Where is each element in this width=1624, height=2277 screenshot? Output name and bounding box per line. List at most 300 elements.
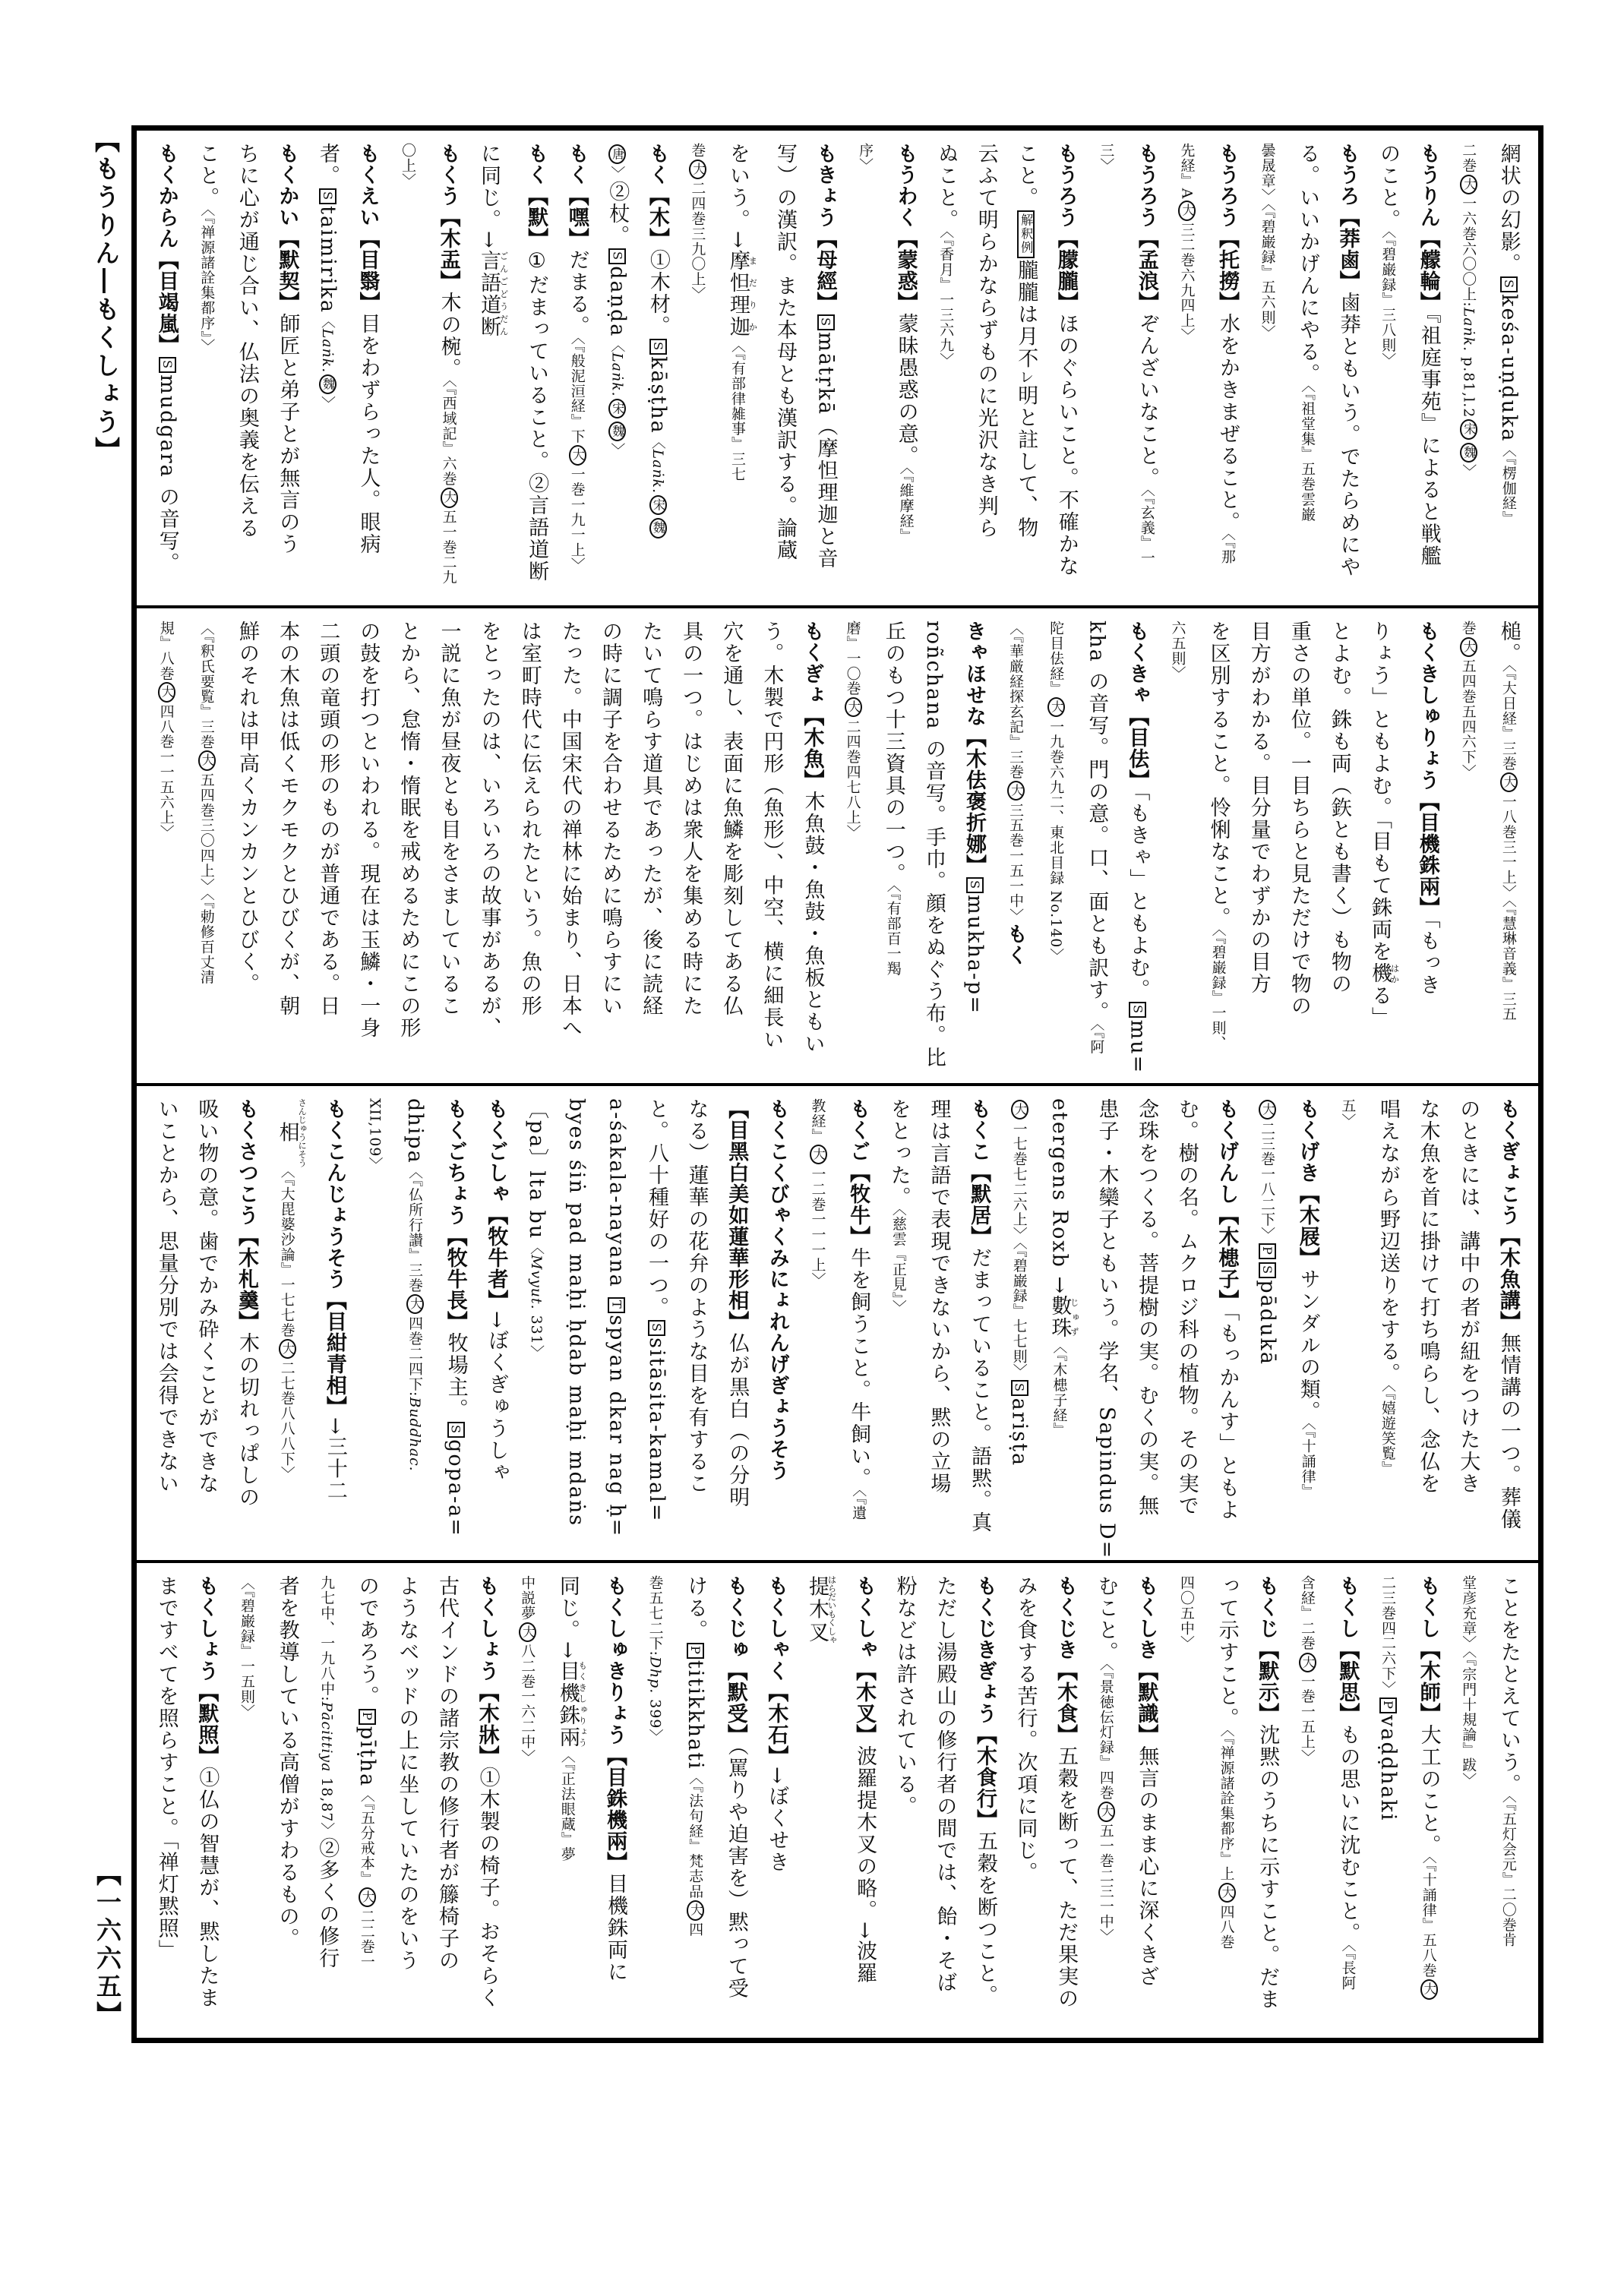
entry-text: 〈『長阿 — [1339, 1944, 1357, 1991]
text-column — [194, 1098, 220, 1495]
entry-text: 〈『大毘婆沙論』一七七巻 — [278, 1163, 295, 1337]
entry-headword: もうわく【蒙惑】 — [894, 143, 918, 313]
text-column — [772, 143, 798, 561]
entry-headword: もく【木】 — [646, 143, 669, 249]
text-column — [394, 1575, 420, 1972]
entry-text: vaḍḍhaki — [1376, 1715, 1401, 1822]
circled-source-mark: 大 — [406, 1294, 424, 1314]
entry-text: のときには、講中の者が紐をつけた大き — [1456, 1097, 1480, 1495]
boxed-language-mark: P — [359, 1709, 376, 1725]
entry-text: 含経』二巻 — [1298, 1575, 1316, 1651]
entry-text: をとった。 — [886, 1097, 911, 1208]
circled-source-mark: 大 — [1299, 1653, 1316, 1672]
text-column — [804, 1575, 836, 1644]
text-column — [1093, 1575, 1119, 1944]
entry-headword: もくう【木盂】 — [437, 143, 460, 292]
entry-text: ②多くの修行 — [315, 1837, 340, 1970]
entry-text: 五四巻五四六下〉 — [1459, 658, 1477, 780]
entry-text: 〈『十誦律』五八巻 — [1420, 1856, 1437, 1979]
entry-text: 目をわずらった人。眼病 — [356, 313, 381, 555]
entry-text: →三十二 — [323, 1416, 347, 1502]
text-column — [886, 1098, 912, 1315]
entry-text: レ — [1017, 369, 1035, 385]
entry-text: （罵りや迫害を）黙って受 — [724, 1745, 748, 2000]
entry-text: って示すこと。 — [1215, 1575, 1239, 1730]
entry-text: 四八巻 — [1218, 1904, 1235, 1950]
entry-text: ②杖。 — [605, 181, 630, 248]
entry-text: 五穀を断つこと。 — [973, 1830, 997, 2007]
text-column — [234, 143, 260, 539]
entry-text: ほのぐらいこと。不確かな — [1054, 313, 1079, 577]
text-column — [1456, 1575, 1482, 1788]
entry-text: 目方がわかる。目分量でわずかの目方 — [1246, 620, 1271, 995]
text-column — [1214, 1098, 1240, 1521]
entry-text: 中説夢 — [519, 1575, 536, 1621]
circled-source-mark: 大 — [1178, 201, 1196, 220]
entry-text: 波羅提木叉の略。→波羅 — [853, 1745, 877, 1985]
entry-text: taimirika — [315, 206, 340, 314]
entry-headword: もくしゅきりょう【目銖機兩】 — [603, 1575, 627, 1874]
entry-text: 牛を飼うこと。牛飼い。 — [847, 1246, 871, 1489]
circled-source-mark: 魏 — [608, 422, 626, 441]
entry-text: p.81,l.2 — [1460, 352, 1477, 418]
entry-text: 鮮のそれは甲高くカンカンとひびく。 — [235, 620, 259, 995]
entry-text: りょう」ともよむ。「目もて銖両を — [1368, 620, 1392, 963]
entry-text: ただし湯殿山の修行者の間では、飴・そば — [933, 1575, 957, 1994]
entry-text: 四八巻一一五六上〉 — [157, 703, 175, 840]
entry-headword: もくし【默思】 — [1336, 1575, 1360, 1725]
text-column — [1013, 1575, 1038, 1884]
entry-headword: もくぎょ【木魚】 — [801, 620, 824, 791]
entry-text: 〈『五灯会元』二〇巻肯 — [1499, 1795, 1517, 1948]
entry-text: mudgara — [155, 374, 179, 478]
entry-text: なる）蓮華の花弁のような目を有するこ — [684, 1097, 709, 1495]
text-column — [355, 143, 381, 555]
entry-text: 木の切れっぱしの — [235, 1331, 260, 1508]
text-column — [234, 621, 260, 995]
entry-headword: もくきゃ【目佉】 — [1126, 620, 1149, 791]
text-column — [602, 1575, 628, 1983]
text-column — [1335, 143, 1361, 578]
text-column — [812, 143, 839, 570]
text-column — [1053, 143, 1079, 577]
entry-text: まですべてを照らすこと。「禅灯黙照」 — [154, 1575, 179, 1962]
entry-text: →ぼくせき — [765, 1767, 789, 1874]
entry-text: 網状の幻影。 — [1496, 143, 1521, 275]
entry-text: 18,87〉 — [318, 1772, 336, 1838]
entry-text: たいて鳴らす道具であったが、後に読経 — [639, 620, 663, 1017]
entry-text: 者。 — [315, 143, 340, 187]
entry-text: 大工のこと。 — [1417, 1724, 1441, 1857]
entry-text: 相さんじゅうにそう — [275, 1097, 308, 1167]
entry-text: 二七巻八八八下〉 — [278, 1360, 295, 1481]
circled-source-mark: 大 — [1259, 1100, 1276, 1120]
entry-text: 〈『禅源諸詮集都序』上 — [1218, 1729, 1235, 1882]
entry-headword: もうろう【朦朧】 — [1054, 143, 1078, 313]
entry-text: 無情講の一つ。葬儀 — [1496, 1331, 1521, 1530]
entry-headword: もく【嘿】 — [565, 143, 589, 249]
text-column — [274, 1098, 307, 1482]
text-column — [274, 621, 300, 1017]
text-column — [643, 1098, 669, 1523]
boxed-language-mark: S — [966, 877, 984, 893]
text-column — [1415, 1098, 1441, 1495]
entry-text: 堂彦充章〉〈『宗門十規論』跋〉 — [1460, 1575, 1477, 1788]
entry-text: roñchana の音写。手巾。顔をぬぐう布。比 — [921, 620, 946, 1069]
entry-text: 〈『嬉遊笑覧』 — [1379, 1384, 1396, 1476]
entry-text: mu= — [1126, 1019, 1150, 1074]
entry-text: 〈『仏所行讃』三巻 — [406, 1164, 424, 1293]
circled-source-mark: 大 — [687, 1900, 704, 1920]
entry-text: pīṭha — [355, 1726, 379, 1788]
entry-text: 「もきゃ」ともよむ。 — [1126, 790, 1150, 1001]
entry-headword: もくぎょこう【木魚講】 — [1496, 1097, 1520, 1332]
entry-headword: もうろう【孟浪】 — [1135, 143, 1158, 313]
circled-source-mark: 大 — [689, 159, 706, 179]
text-column — [1047, 1098, 1079, 1438]
entry-text: と。八十種好の一つ。 — [644, 1097, 668, 1319]
text-column — [233, 1098, 260, 1508]
entry-text: 五一巻二三一中〉 — [1097, 1823, 1114, 1944]
text-column — [1375, 143, 1401, 368]
entry-text: いことから、思量分別では会得できない — [154, 1097, 179, 1495]
entry-text: 〈『玄義』一 — [1138, 489, 1155, 566]
entry-text: に同じ。→ — [477, 143, 501, 250]
entry-headword: もく — [1004, 923, 1028, 966]
entry-text: 〈『五分戒本』 — [358, 1787, 375, 1887]
entry-headword: 【目黑白美如蓮華形相】 — [725, 1097, 749, 1332]
text-column — [685, 143, 711, 302]
entry-headword: もくじ【默示】 — [1256, 1575, 1279, 1725]
entry-headword: もくじきぎょう【木食行】 — [973, 1575, 997, 1831]
text-column — [476, 621, 502, 1039]
text-column — [759, 621, 785, 1051]
text-column — [1002, 621, 1028, 966]
boxed-language-mark: S — [447, 1422, 465, 1438]
entry-headword: もくきしゅりょう【目機銖兩】 — [1416, 620, 1439, 918]
boxed-language-mark: S — [648, 1320, 665, 1336]
circled-source-mark: 大 — [158, 682, 175, 702]
text-column — [1495, 1098, 1521, 1530]
entry-text: の鼓を打つといわれる。現在は玉鱗・一身 — [356, 620, 381, 1039]
text-column — [362, 1098, 388, 1172]
entry-text: 二二巻一 — [358, 1909, 375, 1970]
text-column — [474, 1575, 501, 2009]
entry-text: ①木材。 — [646, 249, 670, 337]
text-column — [1133, 1098, 1159, 1517]
entry-text: もの思いに沈むこと。 — [1336, 1724, 1360, 1945]
page-frame — [131, 125, 1543, 2043]
text-column — [435, 143, 462, 585]
entry-headword: もくからん【目竭嵐】 — [155, 143, 179, 355]
text-column — [880, 621, 906, 976]
entry-text: とよむ。銖も両（鉃とも書く）も物の — [1327, 620, 1351, 995]
entry-text: ①だまっていること。②言語道断 — [525, 249, 549, 583]
entry-text: 八二巻一六二中〉 — [519, 1644, 536, 1765]
entry-text: 先経』A — [1178, 143, 1196, 200]
entry-text: のであろう。 — [355, 1575, 379, 1708]
entry-headword: もくしょう【默照】 — [195, 1575, 219, 1767]
entry-text: 〈『法句経』梵志品 — [687, 1770, 704, 1900]
entry-text: 巻五七二下: — [646, 1575, 664, 1657]
text-column — [1415, 1575, 1442, 2001]
entry-text: 三五巻一五一中〉 — [1007, 802, 1025, 924]
entry-text: 具の一つ。はじめは衆人を集める時にた — [679, 620, 703, 1017]
text-column — [514, 1575, 540, 1764]
entry-text: 摩怛理迦まだりか — [725, 249, 759, 338]
boxed-language-mark: S — [1011, 1380, 1028, 1396]
entry-text: 四巻二四下: — [406, 1315, 424, 1397]
circled-source-mark: 大 — [441, 488, 458, 507]
text-column — [1496, 143, 1521, 526]
entry-text: 同じ。→ — [555, 1575, 580, 1660]
text-column — [840, 621, 866, 840]
entry-text: 〈『禅源諸詮集都序』〉 — [198, 209, 216, 354]
entry-text: a-śakala-nayana — [605, 1097, 629, 1296]
entry-text: 〈 — [318, 313, 336, 329]
text-column — [1254, 1098, 1280, 1366]
entry-text: の時に調子を合わせるために鳴らすにい — [598, 620, 622, 1017]
boxed-language-mark: P — [1379, 1697, 1397, 1713]
entry-text: 唱えながら野辺送りをする。 — [1376, 1097, 1400, 1385]
text-column — [194, 621, 220, 984]
entry-headword: もくごちょう【牧牛長】 — [444, 1097, 467, 1332]
entry-headword: もくごしゃ【牧牛者】 — [485, 1097, 508, 1311]
text-column — [314, 143, 340, 411]
text-column — [314, 1575, 340, 1969]
entry-text: 331〉 — [528, 1309, 545, 1360]
entry-text: 五四巻三〇四上〉〈『勅修百丈清 — [197, 772, 215, 985]
boxed-language-mark: S — [1129, 1002, 1146, 1018]
text-column — [805, 1098, 831, 1287]
entry-text: 一六巻六〇〇上: — [1460, 196, 1477, 308]
circled-source-mark: 大 — [1098, 1802, 1115, 1821]
circled-source-mark: 大 — [279, 1339, 296, 1359]
text-column — [644, 143, 671, 540]
boxed-language-mark: S — [817, 314, 835, 330]
entry-text: とから、怠惰・惰眠を戒めるためにこの形 — [397, 620, 421, 1039]
entry-text: 六五則〉 — [1169, 620, 1186, 681]
boxed-language-mark: T — [608, 1297, 625, 1313]
entry-text: だまっていること。語黙。真 — [968, 1246, 992, 1533]
entry-text: 四〇五中〉 — [1177, 1575, 1195, 1651]
circled-source-mark: 大 — [810, 1145, 827, 1164]
entry-text: 粉などは許されている。 — [893, 1575, 917, 1818]
text-column — [1496, 621, 1521, 1022]
text-column — [523, 1098, 549, 1360]
entry-text: Laṅk. — [1460, 307, 1477, 352]
entry-headword: もきょう【母經】 — [814, 143, 837, 313]
text-column — [557, 621, 583, 1039]
entry-text: 本の木魚は低くモクモクとひびくが、朝 — [276, 620, 300, 1017]
text-column — [892, 1575, 918, 1817]
entry-text: mātṛkā — [814, 332, 838, 416]
text-column — [722, 1575, 749, 2000]
text-column — [523, 143, 549, 583]
entry-text: 〔pa〕lta bu — [525, 1097, 549, 1240]
entry-text: 〈『那 — [1218, 533, 1236, 564]
entry-text: 水をかきまぜること。 — [1215, 313, 1240, 533]
entry-text: 磨』一〇巻 — [844, 620, 861, 696]
entry-text: 〉 — [318, 396, 336, 412]
entry-text: 〈『祖堂集』五巻雲巌 — [1299, 385, 1316, 523]
entry-text: ぞんざいなこと。 — [1135, 313, 1159, 489]
text-column — [682, 1575, 708, 1937]
entry-headword: もくさつこう【木札羹】 — [235, 1097, 259, 1332]
text-column — [234, 1575, 260, 1720]
text-column — [1084, 621, 1110, 1054]
boxed-language-mark: S — [1500, 276, 1518, 292]
entry-text: 重さの単位。一目ちらと見ただけで物の — [1287, 620, 1311, 1017]
text-column — [893, 143, 919, 544]
entry-text: ぬこと。 — [934, 143, 959, 231]
entry-text: 〈『般泥洹経』下 — [568, 337, 586, 444]
entry-text: 沈黙のうちに示すこと。だま — [1256, 1724, 1280, 2011]
entry-text: 鹵莽ともいう。でたらめにや — [1336, 292, 1360, 578]
circled-source-mark: 大 — [1007, 781, 1025, 801]
entry-text: 〈 — [649, 434, 666, 450]
entry-text: のこと。 — [1376, 143, 1401, 231]
entry-text: む。樹の名。ムクロジ科の植物。その実で — [1174, 1097, 1199, 1517]
text-column — [1165, 621, 1191, 681]
entry-text: （摩怛理迦と音 — [814, 415, 838, 570]
circled-source-mark: 大 — [1500, 772, 1518, 792]
entry-text: 〈『釈氏要覧』三巻 — [197, 620, 215, 750]
text-column — [1375, 1098, 1401, 1476]
text-column — [1375, 1575, 1401, 1822]
entry-text: むこと。 — [1094, 1575, 1118, 1664]
text-column — [1294, 1575, 1320, 1764]
entry-text: 「もっき — [1416, 917, 1440, 996]
entry-text: 二四巻三九〇上〉 — [689, 181, 706, 302]
text-column — [637, 621, 663, 1017]
entry-text: 五一巻二九 — [440, 509, 457, 586]
entry-text: ことをたとえていう。 — [1496, 1575, 1521, 1796]
entry-text: だまる。 — [565, 249, 589, 337]
text-column — [1414, 621, 1441, 996]
entry-headword: もくこくびゃくみにょれんげぎょうそう — [766, 1097, 789, 1481]
boxed-language-mark: P — [687, 1643, 704, 1659]
text-column — [517, 621, 542, 1017]
entry-text: 無言のまま心に深くきざ — [1135, 1745, 1159, 1988]
entry-text: sitāsita-kamal= — [644, 1337, 668, 1523]
entry-text: 木魚鼓・魚鼓・魚板ともい — [801, 790, 825, 1055]
circled-source-mark: 宋 — [608, 399, 626, 418]
entry-text: 朧朧は月不 — [1014, 259, 1038, 370]
entry-text: 古代インドの諸宗教の修行者が籐椅子の — [435, 1575, 460, 1972]
text-column — [851, 1575, 877, 1985]
entry-text: etergens Roxb → — [1047, 1097, 1072, 1295]
entry-text: 〈『楞伽経』 — [1499, 442, 1517, 526]
text-column — [442, 1098, 469, 1537]
entry-text: を区別すること。怜悧なこと。 — [1206, 620, 1231, 929]
entry-text: Laṅk. — [649, 449, 666, 494]
entry-text: 數珠じゅず — [1047, 1294, 1080, 1339]
entry-text: Laṅk. — [318, 328, 336, 374]
entry-text: こと。 — [1014, 143, 1038, 209]
circled-source-mark: 大 — [359, 1887, 376, 1907]
entry-headword: もくかい【默契】 — [276, 143, 299, 313]
entry-text: 『祖庭事苑』によると戦艦 — [1417, 313, 1441, 567]
entry-text: dhipa — [403, 1097, 428, 1164]
entry-text: 〈 — [528, 1239, 545, 1255]
entry-text: kha の音写。門の意。口、面とも訳す。 — [1085, 620, 1109, 1024]
entry-text: 「もっかんす」ともよ — [1215, 1310, 1240, 1521]
entry-text: 五穀を断って、ただ果実の — [1054, 1745, 1079, 2010]
entry-text: は室町時代に伝えられたという。魚の形 — [517, 620, 542, 1017]
entry-headword: もくしゃ【木叉】 — [853, 1575, 877, 1746]
entry-text: 〈『碧巌録』一五則〉 — [238, 1575, 255, 1720]
entry-text: 規』八巻 — [157, 620, 175, 681]
text-column — [1335, 1098, 1361, 1129]
entry-text: ちに心が通じ合い、仏法の奥義を伝える — [235, 143, 259, 539]
entry-text: 木の椀。 — [437, 292, 461, 380]
text-column — [153, 1098, 179, 1495]
text-column — [1174, 1575, 1199, 1651]
text-column — [1133, 143, 1160, 566]
text-column — [1286, 621, 1312, 1017]
text-column — [402, 1098, 428, 1472]
entry-text: Pācittiya — [318, 1701, 336, 1773]
entry-text: 患子・木欒子ともいう。学名、Sapindus D= — [1095, 1097, 1119, 1559]
text-column — [1455, 1098, 1481, 1495]
entry-text: 巻 — [689, 143, 706, 158]
text-column — [1174, 143, 1200, 343]
circled-source-mark: 大 — [1011, 1100, 1028, 1120]
boxed-language-mark: S — [608, 248, 626, 264]
entry-text: 仏が黒白（の分明 — [725, 1331, 750, 1508]
entry-text: 一巻一五上〉 — [1298, 1673, 1316, 1765]
entry-text: 目機銖兩もくきしゅりょう — [555, 1660, 589, 1748]
text-column — [1205, 621, 1231, 1050]
text-column — [972, 1575, 998, 2007]
entry-text: 一説に魚が昼夜とも目をさましているこ — [437, 620, 461, 1017]
entry-headword: もくこんじょうそう【目紺青相】 — [323, 1097, 346, 1417]
entry-text: 四 — [687, 1922, 704, 1938]
entry-text: 〉 — [608, 166, 626, 182]
text-column — [1246, 621, 1272, 995]
circled-source-mark: 大 — [845, 697, 862, 717]
text-column — [1124, 620, 1151, 1074]
entry-text: 二三巻四二六下〉 — [1379, 1575, 1397, 1697]
text-column — [932, 1575, 958, 1994]
entry-text: 一巻一九一上〉 — [568, 466, 586, 573]
entry-headword: もうりん【艨輪】 — [1417, 143, 1440, 313]
text-column — [764, 1098, 791, 1481]
entry-text: 機はか — [1368, 962, 1401, 985]
entry-headword: もくげき【木屐】 — [1296, 1097, 1319, 1268]
entry-text: 一九巻六九二、東北目録 No.140〉 — [1047, 718, 1065, 963]
entry-text: Mvyut. — [528, 1254, 545, 1310]
text-column — [1253, 1575, 1280, 2010]
text-column — [1052, 1575, 1079, 2010]
entry-text: 明と註して、物 — [1014, 384, 1038, 539]
entry-text: gopa-a= — [444, 1439, 468, 1537]
text-column — [1455, 621, 1481, 779]
entry-text: ariṣṭa — [1007, 1397, 1032, 1467]
entry-text: をとったのは、いろいろの故事があるが、 — [477, 620, 501, 1039]
entry-text: byes śiṅ pad maḥi ḥdab maḥi mdaṅs — [564, 1097, 589, 1527]
text-column — [965, 1098, 992, 1533]
entry-text: pādukā — [1256, 1279, 1280, 1366]
text-column — [564, 1098, 589, 1527]
text-column — [554, 1575, 587, 1862]
text-column — [799, 621, 826, 1055]
entry-text: 〈 — [608, 337, 626, 353]
circled-source-mark: 大 — [198, 750, 216, 770]
entry-text: Laṅk. — [608, 352, 626, 397]
text-column — [436, 621, 462, 1017]
